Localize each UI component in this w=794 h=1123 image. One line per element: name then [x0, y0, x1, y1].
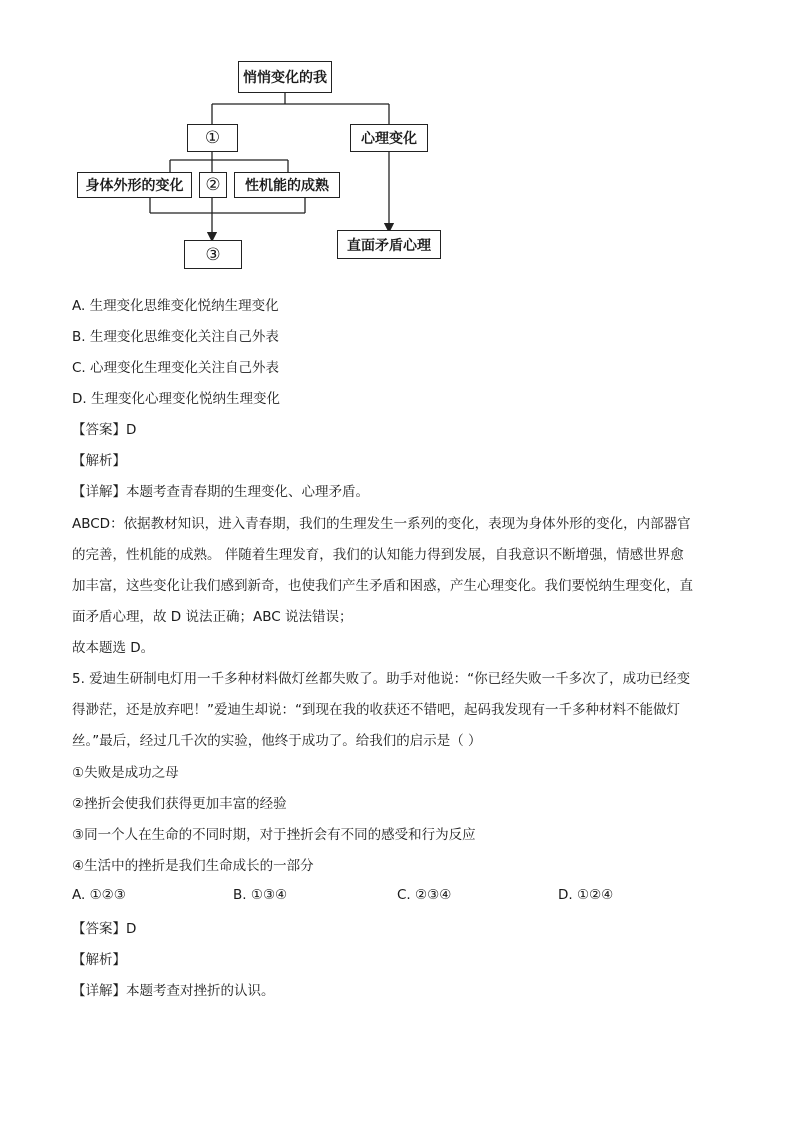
concept-diagram [0, 0, 794, 290]
q4-explain-line-2: 的完善，性机能的成熟。 伴随着生理发育，我们的认知能力得到发展，自我意识不断增强，情感世界愈 [72, 547, 684, 563]
q4-conclusion: 故本题选 D。 [72, 640, 155, 656]
q4-explain-line-1: ABCD：依据教材知识，进入青春期，我们的生理发生一系列的变化，表现为身体外形的变化，内部器官 [72, 516, 691, 532]
diagram-node-psych: 心理变化 [350, 124, 428, 152]
q5-choice-a: A. ①②③ [72, 887, 126, 903]
diagram-node-2: ② [199, 172, 227, 198]
diagram-node-1: ① [187, 124, 238, 152]
q5-item-2: ②挫折会使我们获得更加丰富的经验 [72, 796, 287, 812]
q5-stem-line-3: 丝。”最后，经过几千次的实验，他终于成功了。给我们的启示是（ ） [72, 733, 482, 749]
diagram-node-sex: 性机能的成熟 [234, 172, 340, 198]
q5-stem-line-2: 得渺茫，还是放弃吧！”爱迪生却说：“到现在我的收获还不错吧，起码我发现有一千多种材料不能做灯 [72, 702, 680, 718]
q5-item-1: ①失败是成功之母 [72, 765, 179, 781]
q4-option-d: D. 生理变化心理变化悦纳生理变化 [72, 391, 280, 407]
q5-answer: 【答案】D [72, 921, 137, 937]
diagram-node-3: ③ [184, 240, 242, 269]
q4-detail: 【详解】本题考查青春期的生理变化、心理矛盾。 [72, 484, 369, 500]
q5-choice-b: B. ①③④ [233, 887, 288, 903]
q4-analysis-label: 【解析】 [72, 453, 126, 469]
q5-detail: 【详解】本题考查对挫折的认识。 [72, 983, 275, 999]
diagram-root: 悄悄变化的我 [238, 61, 332, 93]
diagram-node-face: 直面矛盾心理 [337, 230, 441, 259]
q5-item-4: ④生活中的挫折是我们生命成长的一部分 [72, 858, 314, 874]
q4-option-b: B. 生理变化思维变化关注自己外表 [72, 329, 279, 345]
q4-option-a: A. 生理变化思维变化悦纳生理变化 [72, 298, 279, 314]
q4-option-c: C. 心理变化生理变化关注自己外表 [72, 360, 280, 376]
q5-choice-c: C. ②③④ [397, 887, 452, 903]
q5-item-3: ③同一个人在生命的不同时期，对于挫折会有不同的感受和行为反应 [72, 827, 476, 843]
q4-answer: 【答案】D [72, 422, 137, 438]
diagram-node-body: 身体外形的变化 [77, 172, 192, 198]
q4-explain-line-3: 加丰富，这些变化让我们感到新奇，也使我们产生矛盾和困惑，产生心理变化。我们要悦纳生理变化，直 [72, 578, 693, 594]
q4-explain-line-4: 面矛盾心理，故 D 说法正确；ABC 说法错误； [72, 609, 353, 625]
q5-stem-line-1: 5. 爱迪生研制电灯用一千多种材料做灯丝都失败了。助手对他说：“你已经失败一千多次了，成功已经变 [72, 671, 691, 687]
q5-analysis-label: 【解析】 [72, 952, 126, 968]
q5-choice-d: D. ①②④ [558, 887, 614, 903]
